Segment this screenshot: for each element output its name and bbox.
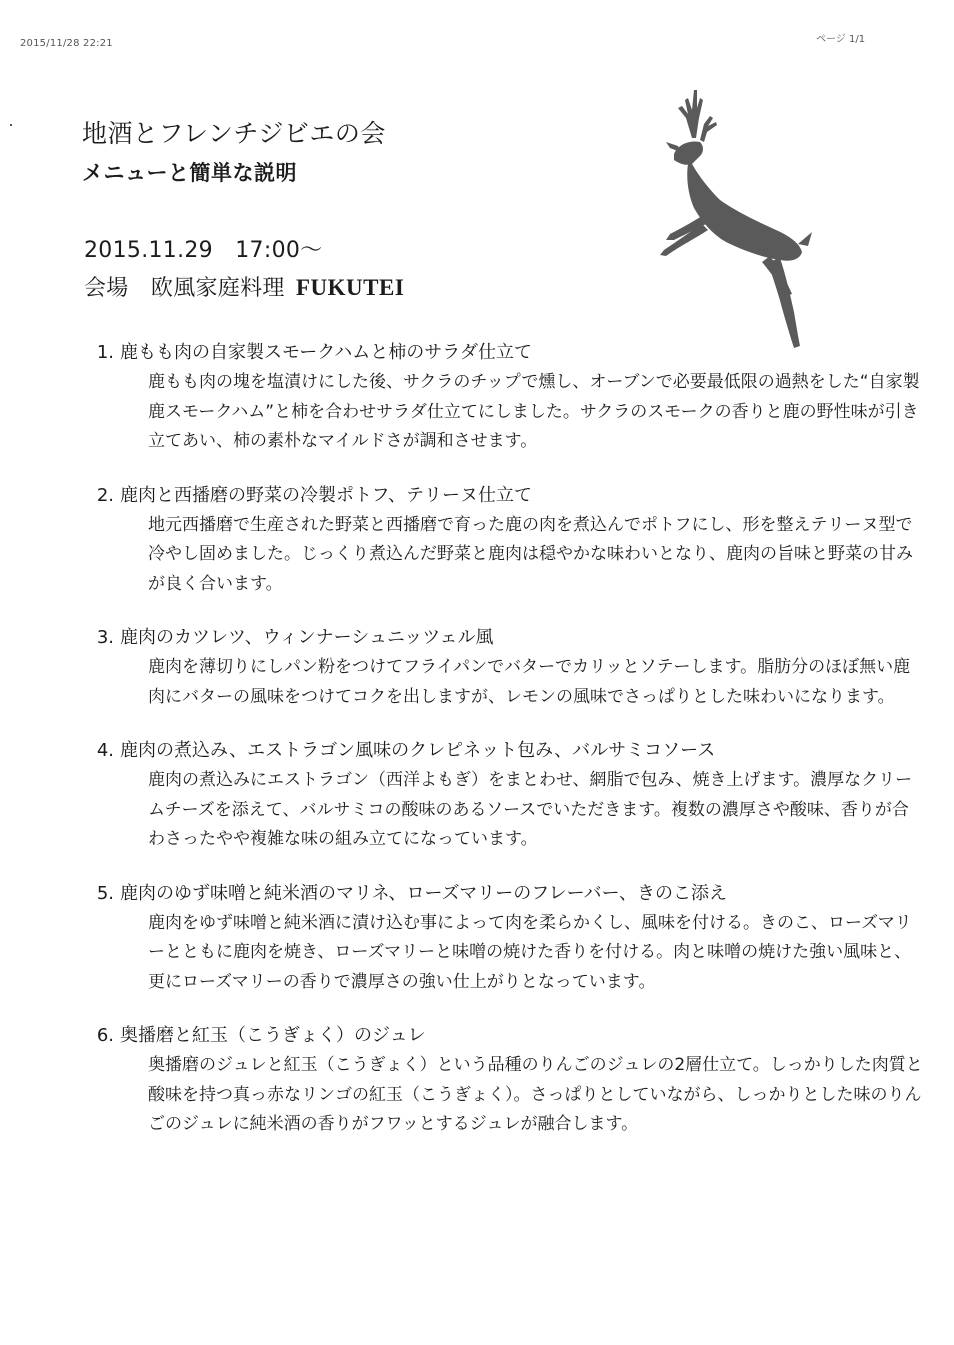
menu-item-heading [80,340,930,366]
menu-item [80,340,930,457]
menu-item-title: 鹿肉と西播磨の野菜の冷製ポトフ、テリーヌ仕立て [120,484,533,506]
menu-item-heading [80,483,930,509]
leaping-deer-icon [630,80,820,355]
menu-item-title: 鹿肉の煮込み、エストラゴン風味のクレピネット包み、バルサミコソース [120,740,716,761]
menu-item [80,483,930,600]
menu-item-description: 鹿肉をゆず味噌と純米酒に漬け込む事によって肉を柔らかくし、風味を付ける。きのこ、ローズマリーとともに鹿肉を焼き、ローズマリーと味噌の焼けた香りを付ける。肉と味噌の焼けた強い風味と、更にローズマリーの香りで濃厚さの強い仕上がりとなっています。 [148,912,912,992]
menu-item-title: 奥播磨と紅玉（こうぎょく）のジュレ [120,1025,426,1046]
menu-item-description: 鹿肉を薄切りにしパン粉をつけてフライパンでバターでカリッとソテーします。脂肪分のほぼ無い鹿肉にバターの風味をつけてコクを出しますが、レモンの風味でさっぱりとした味わいになります。 [148,657,911,707]
scan-speck [10,124,12,126]
menu-item-title: 鹿もも肉の自家製スモークハムと柿のサラダ仕立て [120,342,533,363]
menu-item [80,625,930,712]
menu-item-number: 1. [96,342,114,363]
print-timestamp: 2015/11/28 22:21 [20,38,113,49]
event-venue [84,271,404,302]
menu-item-description: 鹿肉の煮込みにエストラゴン（西洋よもぎ）をまとわせ、網脂で包み、焼き上げます。濃厚なクリームチーズを添えて、バルサミコの酸味のあるソースでいただきます。複数の濃厚さや酸味、香りが合わさったやや複雑な味の組み立てになっています。 [148,770,913,849]
menu-list [80,340,930,1166]
event-title: 地酒とフレンチジビエの会 [82,119,386,148]
menu-item-number: 2. [96,484,114,506]
menu-item-number: 3. [96,627,114,648]
menu-item-number: 5. [96,882,114,904]
menu-item-heading [80,1023,930,1049]
menu-item [80,738,930,855]
menu-item-description: 鹿もも肉の塊を塩漬けにした後、サクラのチップで燻し、オーブンで必要最低限の過熱をした“自家製鹿スモークハム”と柿を合わせサラダ仕立てにしました。サクラのスモークの香りと鹿の野性味が引き立てあい、柿の素朴なマイルドさが調和させます。 [148,372,920,451]
menu-item-number: 6. [96,1025,114,1046]
venue-name: FUKUTEI [296,275,405,300]
menu-item [80,881,930,998]
menu-item-description: 地元西播磨で生産された野菜と西播磨で育った鹿の肉を煮込んでポトフにし、形を整えテリーヌ型で冷やし固めました。じっくり煮込んだ野菜と鹿肉は穏やかな味わいとなり、鹿肉の旨味と野菜の甘みが良く合います。 [148,514,913,594]
venue-label: 会場 欧風家庭料理 [84,276,285,301]
event-subtitle: メニューと簡単な説明 [82,161,297,185]
event-datetime: 2015.11.29 17:00～ [84,238,323,263]
menu-item-heading [80,881,930,907]
menu-item-description: 奥播磨のジュレと紅玉（こうぎょく）という品種のりんごのジュレの2層仕立て。しっかりした肉質と酸味を持つ真っ赤なリンゴの紅玉（こうぎょく）。さっぱりとしていながら、しっかりとした味のりんごのジュレに純米酒の香りがフワッとするジュレが融合します。 [148,1055,923,1134]
menu-item [80,1023,930,1140]
menu-item-title: 鹿肉のゆず味噌と純米酒のマリネ、ローズマリーのフレーバー、きのこ添え [120,882,727,904]
page-number-label: ページ 1/1 [816,34,866,45]
menu-item-number: 4. [96,740,114,761]
menu-item-title: 鹿肉のカツレツ、ウィンナーシュニッツェル風 [120,627,494,648]
menu-item-heading [80,738,930,764]
menu-item-heading [80,625,930,651]
